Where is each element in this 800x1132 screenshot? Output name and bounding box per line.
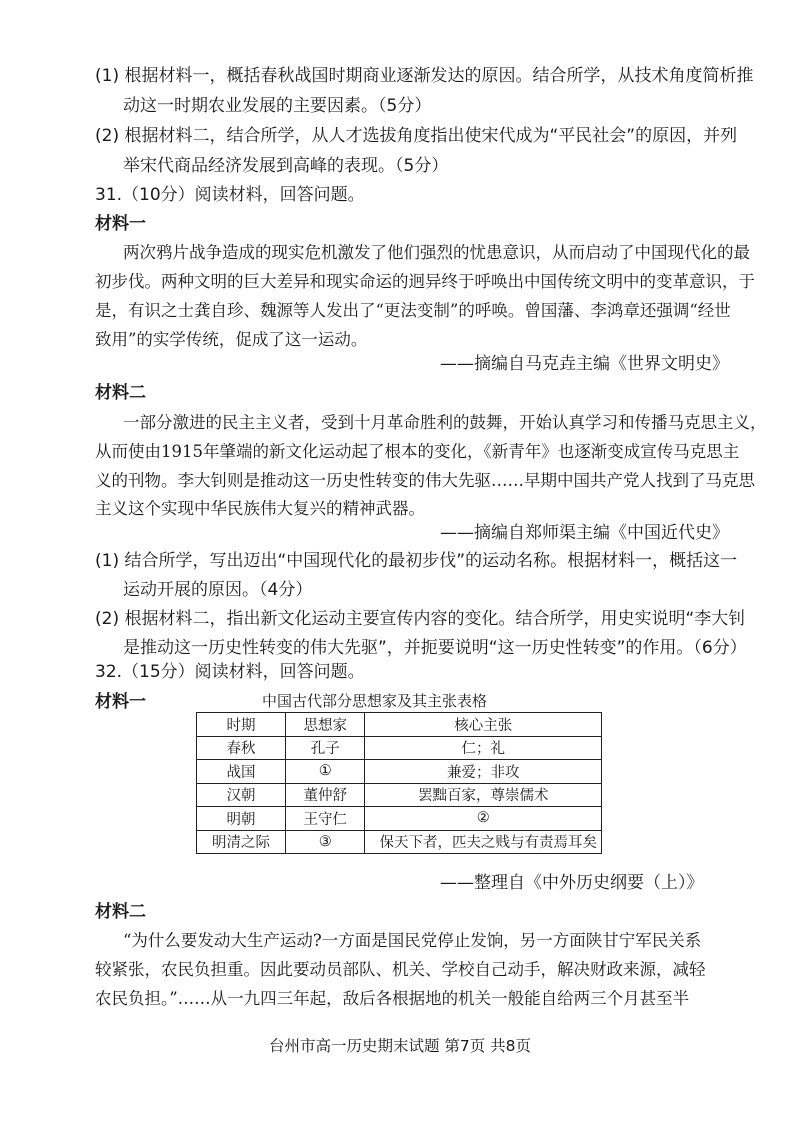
table-cell: 兼爱；非攻 — [365, 760, 602, 784]
q31-material2-label: 材料二 — [95, 383, 146, 403]
table-row — [197, 783, 602, 807]
q32-material1-label: 材料一 — [95, 692, 146, 712]
q31-sub2-line2: 是推动这一历史性转变的伟大先驱”，并扼要说明“这一历史性转变”的作用。（6分） — [123, 638, 747, 658]
table-cell: 战国 — [197, 760, 286, 784]
page-footer: 台州市高一历史期末试题 第7页 共8页 — [268, 1037, 532, 1055]
table-header-row — [197, 713, 602, 737]
table-row — [197, 830, 602, 854]
table-header-cell: 思想家 — [285, 713, 365, 737]
q31-material2-line: 一部分激进的民主主义者，受到十月革命胜利的鼓舞，开始认真学习和传播马克思主义， — [123, 413, 767, 432]
q31-material1-line: 初步伐。两种文明的巨大差异和现实命运的迥异终于呼唤出中国传统文明中的变革意识，于 — [95, 272, 755, 291]
q31-sub1-line2: 运动开展的原因。（4分） — [123, 580, 313, 600]
table-header-cell: 时期 — [197, 713, 286, 737]
q31-sub2-line1: (2) 根据材料二，指出新文化运动主要宣传内容的变化。结合所学，用史实说明“李大钊 — [95, 609, 746, 629]
q30-sub1-line2: 动这一时期农业发展的主要因素。（5分） — [123, 96, 432, 116]
table-cell: 明朝 — [197, 807, 286, 831]
q32-material2-label: 材料二 — [95, 902, 146, 922]
q32-material2-line: “为什么要发动大生产运动?一方面是国民党停止发饷，另一方面陕甘宁军民关系 — [123, 931, 702, 950]
q31-material2-source: ——摘编自郑师渠主编《中国近代史》 — [440, 523, 729, 543]
table-row — [197, 736, 602, 760]
table-cell: 孔子 — [285, 736, 365, 760]
table-cell: ② — [365, 807, 602, 831]
q31-material2-line: 义的刊物。李大钊则是推动这一历史性转变的伟大先驱……早期中国共产党人找到了马克思 — [95, 471, 755, 490]
table-row — [197, 760, 602, 784]
q31-material2-line: 主义这个实现中华民族伟大复兴的精神武器。 — [95, 499, 425, 518]
table-cell: 春秋 — [197, 736, 286, 760]
q31-heading: 31.（10分）阅读材料，回答问题。 — [95, 185, 365, 205]
q32-table-title: 中国古代部分思想家及其主张表格 — [262, 692, 488, 710]
table-cell: 明清之际 — [197, 830, 286, 854]
thinkers-table — [196, 712, 602, 854]
q31-material1-source: ——摘编自马克垚主编《世界文明史》 — [440, 354, 729, 374]
q31-material2-line: 从而使由1915年肇端的新文化运动起了根本的变化，《新青年》也逐渐变成宣传马克思主 — [95, 442, 740, 461]
table-header-cell: 核心主张 — [365, 713, 602, 737]
q32-table-source: ——整理自《中外历史纲要（上）》 — [440, 873, 704, 893]
q31-material1-line: 两次鸦片战争造成的现实危机激发了他们强烈的忧患意识，从而启动了中国现代化的最 — [123, 243, 750, 262]
q32-heading: 32.（15分）阅读材料，回答问题。 — [95, 662, 365, 682]
q31-material1-line: 致用”的实学传统，促成了这一运动。 — [95, 330, 368, 349]
q32-material2-line: 较紧张，农民负担重。因此要动员部队、机关、学校自己动手，解决财政来源，减轻 — [95, 960, 706, 979]
q30-sub1-line1: (1) 根据材料一，概括春秋战国时期商业逐渐发达的原因。结合所学，从技术角度简析推 — [95, 66, 754, 86]
table-cell: 董仲舒 — [285, 783, 365, 807]
table-cell: 仁；礼 — [365, 736, 602, 760]
q30-sub2-line2: 举宋代商品经济发展到高峰的表现。（5分） — [123, 156, 449, 176]
q31-material1-label: 材料一 — [95, 214, 146, 234]
q32-material2-line: 农民负担。”……从一九四三年起，敌后各根据地的机关一般能自给两三个月甚至半 — [95, 989, 690, 1008]
table-cell: 罢黜百家，尊崇儒术 — [365, 783, 602, 807]
table-cell: ③ — [285, 830, 365, 854]
table-cell: 保天下者，匹夫之贱与有责焉耳矣 — [365, 830, 602, 854]
q31-material1-line: 是，有识之士龚自珍、魏源等人发出了“更法变制”的呼唤。曾国藩、李鸿章还强调“经世 — [95, 301, 731, 320]
q31-sub1-line1: (1) 结合所学，写出迈出“中国现代化的最初步伐”的运动名称。根据材料一，概括这一 — [95, 551, 738, 571]
table-cell: 汉朝 — [197, 783, 286, 807]
q30-sub2-line1: (2) 根据材料二，结合所学，从人才选拔角度指出使宋代成为“平民社会”的原因，并列 — [95, 126, 738, 146]
table-cell: 王守仁 — [285, 807, 365, 831]
table-row — [197, 807, 602, 831]
table-cell: ① — [285, 760, 365, 784]
